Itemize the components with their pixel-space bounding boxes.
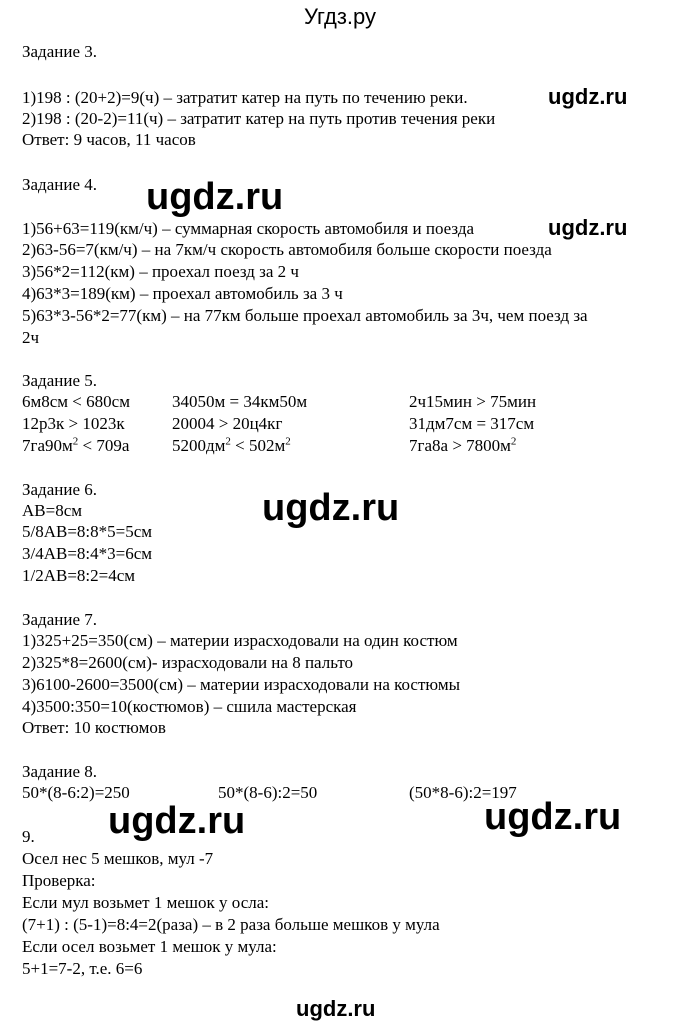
watermark: ugdz.ru — [296, 996, 376, 1021]
task5-cell-text: 7га8а > 7800м — [409, 436, 511, 455]
task5-cell: 34050м = 34км50м — [172, 392, 308, 411]
task9-title: 9. — [22, 827, 35, 846]
task9-line-1: Осел нес 5 мешков, мул -7 — [22, 849, 214, 868]
task9-line-2: Проверка: — [22, 871, 96, 890]
task7-line-2: 2)325*8=2600(см)- израсходовали на 8 пальто — [22, 653, 354, 672]
site-title: Угдз.ру — [303, 4, 377, 29]
task4-title: Задание 4. — [22, 175, 97, 194]
task5-cell: 20004 > 20ц4кг — [172, 414, 283, 433]
task7-answer: Ответ: 10 костюмов — [22, 718, 166, 737]
task5-cell — [22, 436, 129, 456]
task4-line-5: 5)63*3-56*2=77(км) – на 77км больше проехал автомобиль за 3ч, чем поезд за — [22, 306, 588, 325]
task6-line-4: 1/2АВ=8:2=4см — [22, 566, 136, 585]
task5-cell-text: < 502м — [230, 436, 286, 455]
task5-cell: 6м8см < 680см — [22, 392, 130, 411]
task9-line-5: Если осел возьмет 1 мешок у мула: — [22, 937, 277, 956]
superscript: 2 — [510, 435, 517, 448]
superscript: 2 — [72, 435, 79, 448]
task5-cell: 12р3к > 1023к — [22, 414, 125, 433]
task6-title: Задание 6. — [22, 480, 97, 499]
task8-title: Задание 8. — [22, 762, 97, 781]
task7-line-3: 3)6100-2600=3500(см) – материи израсходовали на костюмы — [22, 675, 461, 694]
watermark: ugdz.ru — [548, 215, 628, 240]
watermark: ugdz.ru — [262, 487, 400, 529]
task7-title: Задание 7. — [22, 610, 97, 629]
task6-line-2: 5/8АВ=8:8*5=5см — [22, 522, 153, 541]
task4-line-1: 1)56+63=119(км/ч) – суммарная скорость автомобиля и поезда — [22, 219, 475, 238]
task4-line-2: 2)63-56=7(км/ч) – на 7км/ч скорость автомобиля больше скорости поезда — [22, 240, 552, 259]
task5-cell: 31дм7см = 317см — [409, 414, 535, 433]
task5-cell-text: 5200дм — [172, 436, 226, 455]
watermark: ugdz.ru — [146, 176, 284, 218]
task8-expr-1: 50*(8-6:2)=250 — [22, 783, 130, 802]
task5-cell-text: 7га90м — [22, 436, 73, 455]
task4-line-6: 2ч — [22, 328, 40, 347]
task6-line-3: 3/4АВ=8:4*3=6см — [22, 544, 153, 563]
superscript: 2 — [285, 435, 291, 448]
watermark: ugdz.ru — [108, 800, 246, 842]
task5-cell — [172, 436, 291, 456]
task3-answer: Ответ: 9 часов, 11 часов — [22, 130, 196, 149]
task6-line-1: АВ=8см — [22, 501, 83, 520]
task9-line-3: Если мул возьмет 1 мешок у осла: — [22, 893, 269, 912]
task5-cell: 2ч15мин > 75мин — [409, 392, 537, 411]
task3-line-1: 1)198 : (20+2)=9(ч) – затратит катер на путь по течению реки. — [22, 88, 468, 107]
task9-line-6: 5+1=7-2, т.е. 6=6 — [22, 959, 143, 978]
task8-expr-3: (50*8-6):2=197 — [409, 783, 517, 802]
task5-title: Задание 5. — [22, 371, 97, 390]
task7-line-1: 1)325+25=350(см) – материи израсходовали на один костюм — [22, 631, 458, 650]
task7-line-4: 4)3500:350=10(костюмов) – сшила мастерская — [22, 697, 357, 716]
watermark: ugdz.ru — [548, 84, 628, 109]
task4-line-3: 3)56*2=112(км) – проехал поезд за 2 ч — [22, 262, 299, 281]
task8-expr-2: 50*(8-6):2=50 — [218, 783, 318, 802]
watermark: ugdz.ru — [484, 796, 622, 838]
task4-line-4: 4)63*3=189(км) – проехал автомобиль за 3 ч — [22, 284, 343, 303]
superscript: 2 — [225, 435, 231, 448]
task3-line-2: 2)198 : (20-2)=11(ч) – затратит катер на путь против течения реки — [22, 109, 496, 128]
task9-line-4: (7+1) : (5-1)=8:4=2(раза) – в 2 раза больше мешков у мула — [22, 915, 440, 934]
task3-title: Задание 3. — [22, 42, 97, 61]
task5-cell — [409, 436, 516, 456]
task5-cell-text: < 709а — [78, 436, 130, 455]
